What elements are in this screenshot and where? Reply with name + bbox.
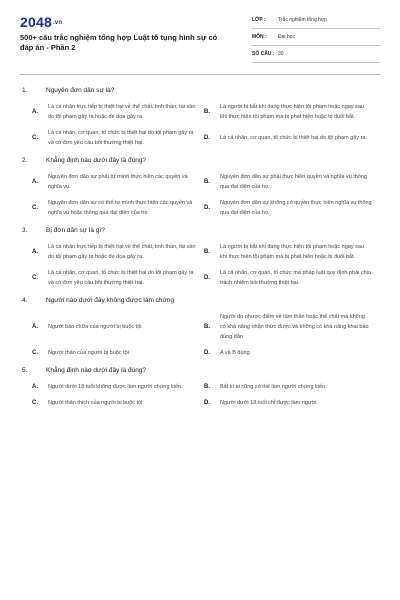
question-list [22, 80, 380, 414]
question-number: 1. [22, 86, 28, 94]
option-text: Người dưới 18 tuổi không được làm người chứng kiến. [48, 384, 183, 390]
option-c[interactable] [22, 268, 202, 288]
option-a[interactable] [22, 242, 202, 262]
option-d[interactable] [202, 268, 380, 288]
option-c[interactable] [22, 198, 202, 218]
option-b[interactable] [202, 312, 380, 342]
question-text: Người nào dưới đây không được làm chứng [46, 296, 175, 304]
meta-key: MÔN : [252, 34, 267, 40]
meta-value: Trắc nghiệm tổng hợp [278, 17, 327, 23]
meta-row-count [252, 46, 380, 63]
question-number: 2. [22, 156, 28, 164]
option-d[interactable] [202, 198, 380, 218]
option-c[interactable] [22, 348, 202, 358]
meta-row-subject [252, 29, 380, 46]
option-text: Người bào chữa của người bị buộc tội [48, 324, 142, 330]
option-text: Người thân thích của người bị buộc tội [48, 400, 143, 406]
option-text: A và B đúng [220, 350, 250, 356]
question-4 [22, 294, 380, 358]
option-letter: B. [204, 324, 210, 330]
option-b[interactable] [202, 242, 380, 262]
option-text: Người thân của người bị buộc tội [48, 350, 129, 356]
option-text: Nguyên đơn dân sự có thể tự mình thực hiện các quyền và nghĩa vụ hoặc thông qua đại diện của họ. [48, 200, 193, 216]
option-letter: C. [32, 205, 38, 211]
meta-value: 30 [278, 51, 284, 57]
option-d[interactable] [202, 348, 380, 358]
brand-logo[interactable] [20, 14, 62, 30]
option-letter: D. [204, 275, 210, 281]
option-text: Nguyên đơn dân sự phải tự mình thực hiện các quyền và nghĩa vụ. [48, 174, 188, 190]
option-text: Là cá nhân trực tiếp bị thiệt hại về thể chất, tinh thần, tài sản do tội phạm gây ra hoặc đe dọa gây ra. [48, 244, 196, 260]
option-b[interactable] [202, 102, 380, 122]
option-letter: D. [204, 350, 210, 356]
option-a[interactable] [22, 312, 202, 342]
brand-name: 2048 [20, 14, 52, 30]
option-letter: A. [32, 249, 38, 255]
option-text: Là cá nhân, cơ quan, tổ chức mà pháp luật quy định phải chịu trách nhiệm bồi thường thiệt hại. [220, 270, 372, 286]
option-text: Là cá nhân, cơ quan, tổ chức bị thiệt hại do tội phạm gây ra. [220, 135, 368, 141]
option-c[interactable] [22, 398, 202, 408]
option-a[interactable] [22, 382, 202, 392]
meta-key: SỐ CÂU : [252, 51, 275, 57]
option-text: Bất kì ai cũng có thể làm người chứng kiến. [220, 384, 327, 390]
option-text: Người dưới 18 tuổi chỉ được làm người [220, 400, 317, 406]
option-letter: B. [204, 109, 210, 115]
question-number: 5. [22, 366, 28, 374]
question-number: 4. [22, 296, 28, 304]
brand-tld: .vn [52, 20, 63, 27]
option-letter: A. [32, 384, 38, 390]
header-divider [20, 74, 380, 75]
option-letter: C. [32, 350, 38, 356]
option-a[interactable] [22, 172, 202, 192]
option-letter: C. [32, 275, 38, 281]
option-b[interactable] [202, 382, 380, 392]
option-text: Là người bị bắt khi đang thực hiện tội phạm hoặc ngay sau khi thực hiện tội phạm mà bị phát hiện hoặc bị đuổi bắt. [220, 104, 364, 120]
option-letter: D. [204, 135, 210, 141]
meta-key: LỚP : [252, 17, 266, 23]
option-letter: A. [32, 324, 38, 330]
option-letter: A. [32, 109, 38, 115]
option-text: Nguyên đơn dân sự không có quyền thực hiện nghĩa vụ thông qua đại diện của họ. [220, 200, 372, 216]
question-5 [22, 364, 380, 408]
option-d[interactable] [202, 128, 380, 148]
question-number: 3. [22, 226, 28, 234]
question-text: Khẳng định nào dưới đây là đúng? [46, 156, 147, 164]
option-letter: B. [204, 384, 210, 390]
option-text: Người do nhược điểm về tâm thần hoặc thể chất mà không có khả năng nhận thức được và không có khả năng khai báo đúng đắn [220, 314, 369, 340]
option-b[interactable] [202, 172, 380, 192]
option-letter: D. [204, 205, 210, 211]
option-d[interactable] [202, 398, 380, 408]
document-title: 500+ câu trắc nghiệm tổng hợp Luật tố tụng hình sự có đáp án - Phần 2 [20, 33, 218, 52]
option-text: Là người bị bắt khi đang thực hiện tội phạm hoặc ngay sau khi thực hiện tội phạm mà bị phát hiện hoặc bị đuổi bắt. [220, 244, 364, 260]
meta-value: Đại học [278, 34, 295, 40]
option-text: Là cá nhân trực tiếp bị thiệt hại về thể chất, tinh thần, tài sản do tội phạm gây ra hoặc đe dọa gây ra. [48, 104, 196, 120]
option-c[interactable] [22, 128, 202, 148]
document-meta [252, 12, 380, 63]
option-a[interactable] [22, 102, 202, 122]
question-2 [22, 154, 380, 218]
page-header [0, 0, 400, 70]
meta-row-class [252, 12, 380, 29]
question-1 [22, 84, 380, 148]
question-text: Bị đơn dân sự là gì? [46, 226, 105, 234]
option-letter: B. [204, 249, 210, 255]
option-letter: A. [32, 179, 38, 185]
option-letter: D. [204, 400, 210, 406]
question-text: Khẳng định nào dưới đây là đúng? [46, 366, 147, 374]
option-text: Nguyên đơn dân sự phải thực hiện quyền và nghĩa vụ thông qua đại diện của họ. [220, 174, 368, 190]
option-text: Là cá nhân, cơ quan, tổ chức bị thiệt hại do tội phạm gây ra và có đơn yêu cầu bồi thường thiệt hại. [48, 270, 194, 286]
question-3 [22, 224, 380, 288]
option-letter: C. [32, 135, 38, 141]
option-letter: C. [32, 400, 38, 406]
option-letter: B. [204, 179, 210, 185]
question-text: Nguyên đơn dân sự là? [46, 86, 115, 94]
option-text: Là cá nhân, cơ quan, tổ chức bị thiệt hại do tội phạm gây ra và có đơn yêu cầu bồi thường thiệt hại. [48, 130, 194, 146]
